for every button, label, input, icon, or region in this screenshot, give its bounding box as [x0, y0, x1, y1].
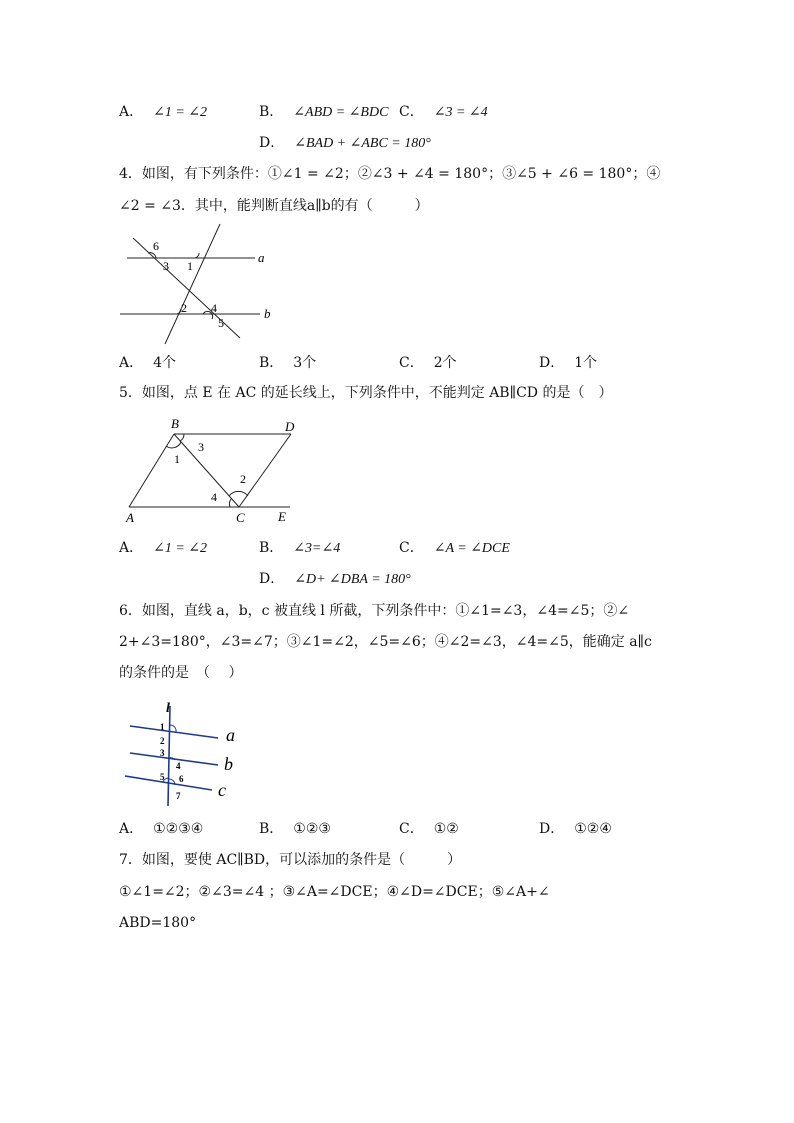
q7-stem-line3: ABD=180° — [119, 915, 197, 931]
angle-label: 2 — [181, 301, 187, 315]
point-label: E — [278, 509, 286, 524]
line-label-b: b — [264, 306, 271, 321]
angle-label: 1 — [187, 259, 193, 273]
q4-option-a: A． 4个 — [119, 355, 177, 371]
q4-figure — [115, 222, 285, 347]
q5-option-a: A． ∠1 = ∠2 — [119, 540, 208, 556]
transversal-2 — [165, 224, 220, 344]
line-label-a: a — [226, 725, 235, 745]
line-label-b: b — [224, 754, 233, 774]
q5-option-b: B． ∠3=∠4 — [259, 540, 341, 556]
angle-label: 3 — [163, 259, 169, 273]
line-a — [130, 726, 218, 738]
angle-label: 1 — [160, 722, 165, 732]
angle-label: 1 — [174, 452, 180, 466]
q6-stem-line1: 6．如图，直线 a，b，c 被直线 l 所截，下列条件中：①∠1=∠3，∠4=∠5；②∠ — [119, 603, 630, 619]
q3-option-d: D． ∠BAD + ∠ABC = 180° — [259, 135, 431, 151]
q6-option-a: A． ①②③④ — [119, 821, 204, 837]
line-label-a: a — [258, 250, 265, 265]
angle-label: 4 — [176, 761, 181, 771]
segment-ab — [129, 434, 174, 507]
q6-option-b: B． ①②③ — [259, 821, 331, 837]
angle-label: 2 — [160, 736, 165, 746]
q4-option-d: D． 1个 — [539, 355, 598, 371]
point-label: A — [126, 510, 134, 525]
point-label: B — [171, 416, 179, 431]
q6-stem-line3: 的条件的是 （ ） — [119, 665, 243, 681]
q7-stem-line2: ①∠1=∠2；②∠3=∠4 ；③∠A=∠DCE；④∠D=∠DCE；⑤∠A+∠ — [119, 884, 550, 900]
q6-option-c: C． ①② — [399, 821, 459, 837]
q5-option-c: C． ∠A = ∠DCE — [399, 540, 510, 556]
q4-option-c: C． 2个 — [399, 355, 457, 371]
q3-option-b: B． ∠ABD = ∠BDC — [259, 104, 389, 120]
q5-figure — [118, 413, 308, 528]
q4-stem-line2: ∠2 = ∠3．其中，能判断直线a∥b的有（ ） — [119, 198, 429, 214]
angle-label: 5 — [218, 316, 224, 330]
angle-label: 4 — [211, 490, 217, 504]
angle-label: 7 — [176, 791, 181, 801]
q7-stem-line1: 7．如图，要使 AC∥BD，可以添加的条件是（ ） — [119, 852, 462, 868]
segment-cd — [239, 434, 291, 507]
line-label-l: l — [166, 701, 170, 716]
line-label-c: c — [218, 780, 226, 800]
q3-option-c: C． ∠3 = ∠4 — [399, 104, 488, 120]
q4-option-b: B． 3个 — [259, 355, 317, 371]
q3-option-a: A． ∠1 = ∠2 — [119, 104, 208, 120]
angle-label: 6 — [179, 774, 184, 784]
point-label: C — [236, 510, 245, 525]
q6-figure — [120, 698, 250, 810]
q5-stem-line1: 5．如图，点 E 在 AC 的延长线上，下列条件中，不能判定 AB∥CD 的是（ ） — [119, 385, 613, 401]
angle-label: 4 — [211, 301, 217, 315]
angle-label: 3 — [198, 440, 204, 454]
angle-label: 2 — [240, 472, 246, 486]
q6-option-d: D． ①②④ — [539, 821, 612, 837]
angle-label: 5 — [160, 772, 165, 782]
q5-option-d: D． ∠D+ ∠DBA = 180° — [259, 571, 411, 587]
line-l — [168, 706, 170, 806]
q6-stem-line2: 2+∠3=180°，∠3=∠7；③∠1=∠2，∠5=∠6；④∠2=∠3，∠4=∠5，能确定 a∥c — [119, 634, 652, 650]
q4-stem-line1: 4．如图，有下列条件：①∠1 = ∠2；②∠3 + ∠4 = 180°；③∠5 + ∠6 = 180°；④ — [119, 166, 661, 182]
point-label: D — [285, 419, 295, 434]
angle-label: 6 — [153, 239, 159, 253]
angle-label: 3 — [160, 748, 165, 758]
